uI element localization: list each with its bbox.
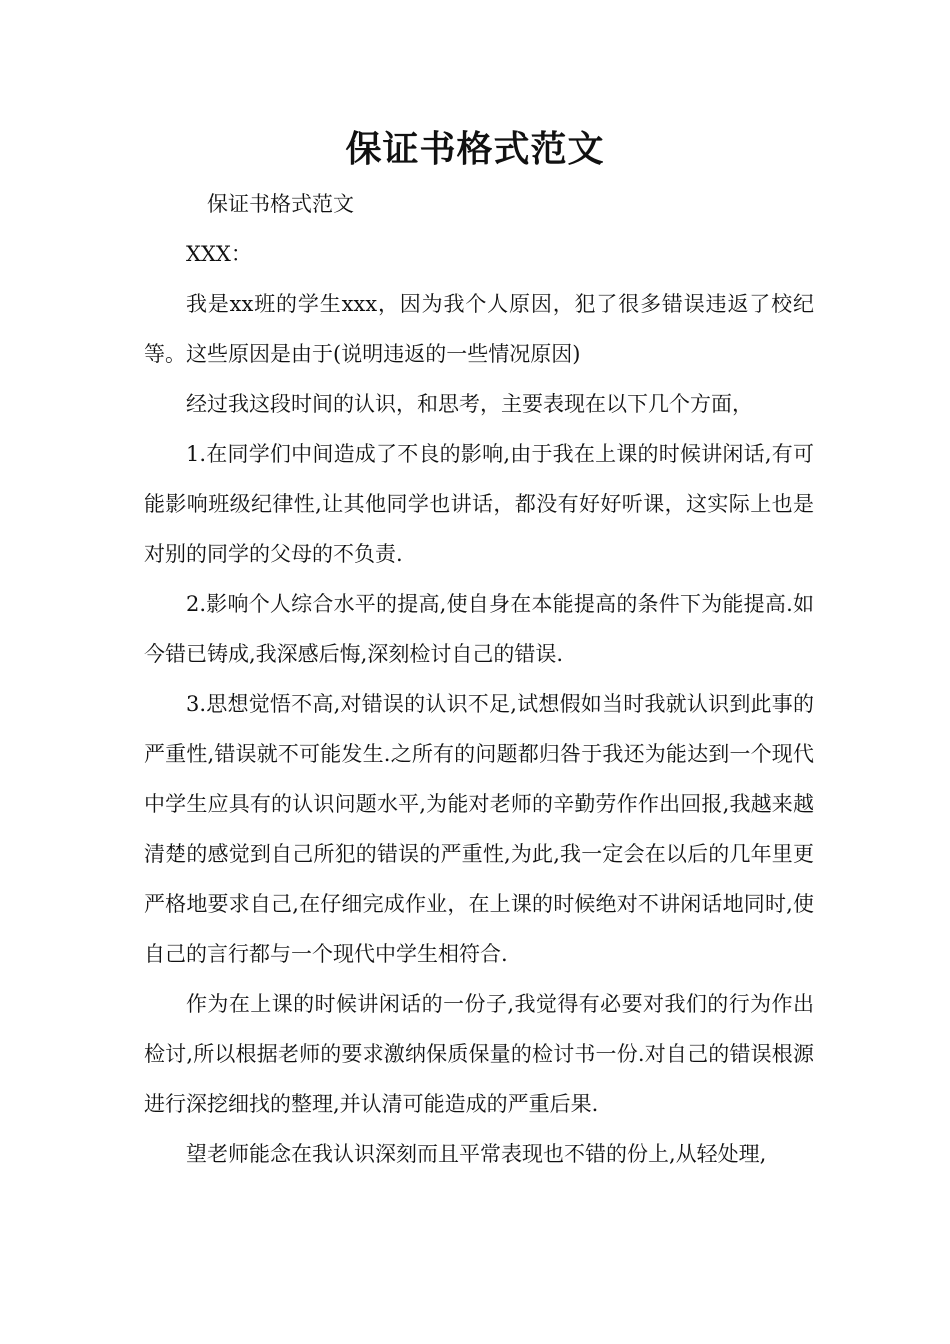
- body-paragraph-point-2: 2.影响个人综合水平的提高,使自身在本能提高的条件下为能提高.如今错已铸成,我深感后悔,深刻检讨自己的错误.: [144, 592, 814, 666]
- body-paragraph-point-1: 1.在同学们中间造成了不良的影响,由于我在上课的时候讲闲话,有可能影响班级纪律性,让其他同学也讲话，都没有好好听课，这实际上也是对别的同学的父母的不负责.: [144, 442, 814, 566]
- salutation: XXX：: [186, 242, 252, 266]
- body-paragraph-intro: 我是xx班的学生xxx，因为我个人原因，犯了很多错误违返了校纪等。这些原因是由于(说明违返的一些情况原因): [144, 292, 814, 366]
- document-title: 保证书格式范文: [345, 129, 605, 170]
- document-body: [144, 179, 814, 1179]
- body-paragraph-reflection: 经过我这段时间的认识，和思考，主要表现在以下几个方面，: [186, 392, 753, 416]
- document-subtitle: 保证书格式范文: [207, 192, 354, 216]
- body-paragraph-summary: 作为在上课的时候讲闲话的一份子,我觉得有必要对我们的行为作出检讨,所以根据老师的要求激纳保质保量的检讨书一份.对自己的错误根源进行深挖细找的整理,并认清可能造成的严重后果.: [144, 992, 814, 1116]
- body-paragraph-closing: 望老师能念在我认识深刻而且平常表现也不错的份上,从轻处理,: [186, 1142, 767, 1166]
- body-paragraph-point-3: 3.思想觉悟不高,对错误的认识不足,试想假如当时我就认识到此事的严重性,错误就不可能发生.之所有的问题都归咎于我还为能达到一个现代中学生应具有的认识问题水平,为能对老师的辛勤劳作作出回报,我越来越清楚的感觉到自己所犯的错误的严重性,为此,我一定会在以后的几年里更严格地要求自己,在仔细完成作业，在上课的时候绝对不讲闲话地同时,使自己的言行都与一个现代中学生相符合.: [144, 692, 814, 966]
